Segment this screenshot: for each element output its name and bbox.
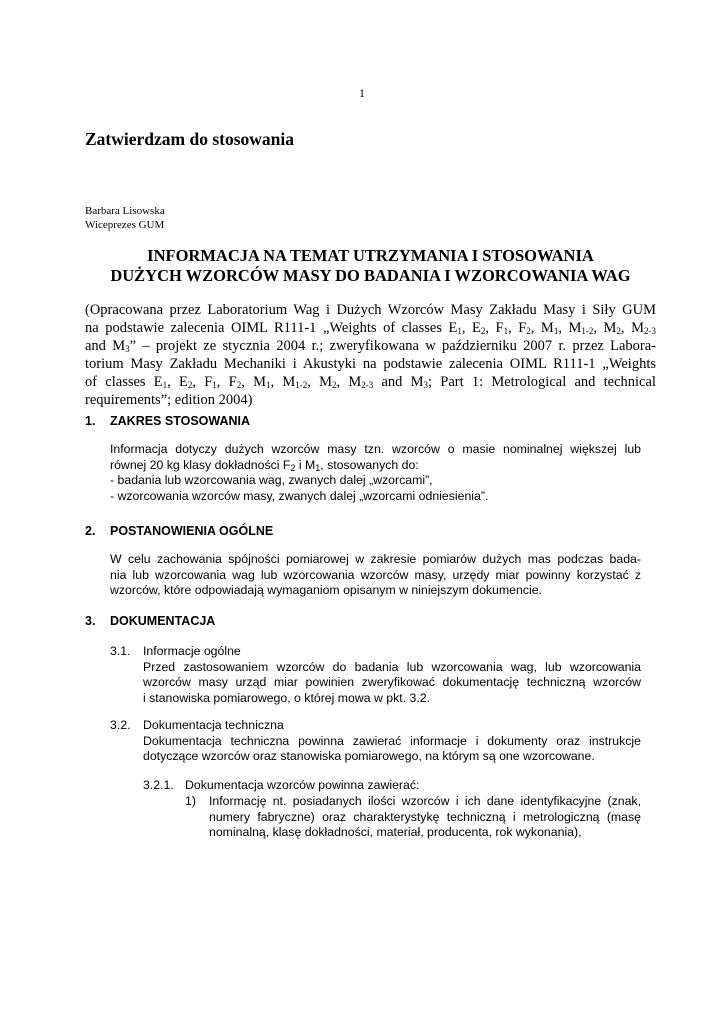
- preamble-line: na podstawie zalecenia OIML R111-1 „Weights of classes $E_1$, $E_2$, $F_1$, $F_2$, $M_1$, $M_{1-2}$, $M_2$, $M_{2-3}$: [85, 320, 656, 336]
- subsection-number: 3.2.1.: [143, 778, 174, 792]
- subsection-3-1: [143, 644, 641, 706]
- section-1-heading: [85, 414, 250, 428]
- paragraph-line: W celu zachowania spójności pomiarowej w zakresie pomiarów dużych mas podczas bada-: [110, 552, 641, 566]
- subsection-number: 3.1.: [110, 644, 131, 658]
- subsection-title: Dokumentacja techniczna: [143, 718, 284, 732]
- page-number: 1: [359, 86, 365, 100]
- paragraph-line: Dokumentacja techniczna powinna zawierać informacje i dokumenty oraz instrukcje: [143, 733, 641, 748]
- paragraph-line: nia lub wzorcowania wag lub wzorcowania wzorców masy, urzędy miar powinny korzystać z: [110, 567, 641, 582]
- subsection-3-2-1-title: Dokumentacja wzorców powinna zawierać:: [185, 778, 420, 792]
- approval-heading: Zatwierdzam do stosowania: [85, 129, 295, 149]
- section-2-body: [110, 552, 641, 599]
- list-item: - badania lub wzorcowania wag, zwanych dalej „wzorcami”,: [110, 473, 433, 488]
- paragraph-line: dotyczące wzorców oraz stanowiska pomiarowego, na którym są one wzorcowane.: [143, 749, 595, 764]
- section-title: ZAKRES STOSOWANIA: [110, 414, 251, 428]
- subsection-3-2: [143, 718, 641, 765]
- section-number: 1.: [85, 414, 96, 428]
- paragraph-line: równej 20 kg klasy dokładności $F_2$ i $M_1$, stosowanych do:: [110, 457, 419, 473]
- preamble-line: torium Masy Zakładu Mechaniki i Akustyki na podstawie zalecenia OIML R111-1 „Weights: [85, 356, 656, 372]
- paragraph-line: Informacja dotyczy dużych wzorców masy tzn. wzorców o masie nominalnej większej lub: [110, 442, 641, 456]
- preamble-line: requirements”; edition 2004): [85, 392, 253, 408]
- paragraph-line: wzorców masy urząd miar powinien zweryfikować dokumentację techniczną wzorców: [143, 675, 641, 690]
- paragraph-line: wzorców, które odpowiadają wymaganiom opisanym w niniejszym dokumencie.: [110, 583, 542, 598]
- section-number: 2.: [85, 524, 96, 538]
- preamble-line: of classes $E_1$, $E_2$, $F_1$, $F_2$, $M_1$, $M_{1-2}$, $M_2$, $M_{2-3}$ and $M_3$; Part 1: Metrological and technical: [85, 374, 656, 390]
- subsection-title: Informacje ogólne: [143, 644, 241, 658]
- list-item-number: 1): [185, 794, 196, 808]
- document-title-line-1: INFORMACJA NA TEMAT UTRZYMANIA I STOSOWANIA: [147, 246, 594, 265]
- paragraph-line: Informację nt. posiadanych ilości wzorców i ich dane identyfikacyjne (znak,: [209, 794, 641, 808]
- subsection-number: 3.2.: [110, 718, 131, 732]
- signer-block: [85, 204, 165, 232]
- signer-name: Barbara Lisowska: [85, 205, 165, 217]
- paragraph-line: Przed zastosowaniem wzorców do badania lub wzorcowania wag, lub wzorcowania: [143, 659, 641, 674]
- signer-role: Wiceprezes GUM: [85, 219, 165, 231]
- section-2-heading: [85, 524, 273, 538]
- preamble-line: (Opracowana przez Laboratorium Wag i Dużych Wzorców Masy Zakładu Masy i Siły GUM: [85, 302, 656, 318]
- paragraph-line: numery fabryczne) oraz charakterystykę techniczną i metrologiczną (masę: [209, 809, 641, 824]
- subsection-3-2-1-item: [209, 794, 641, 841]
- paragraph-line: nominalną, klasę dokładności, materiał, producenta, rok wykonania),: [209, 825, 582, 840]
- document-title-line-2: DUŻYCH WZORCÓW MASY DO BADANIA I WZORCOWANIA WAG: [110, 266, 631, 285]
- list-item: - wzorcowania wzorców masy, zwanych dalej „wzorcami odniesienia”.: [110, 488, 489, 503]
- section-1-body: [110, 442, 641, 504]
- section-number: 3.: [85, 614, 96, 628]
- document-title: [85, 246, 656, 286]
- section-title: DOKUMENTACJA: [110, 614, 216, 628]
- preamble-line: and $M_3$” – projekt ze stycznia 2004 r.; zweryfikowana w październiku 2007 r. przez Labora-: [85, 338, 656, 354]
- section-title: POSTANOWIENIA OGÓLNE: [110, 524, 274, 538]
- paragraph-line: i stanowiska pomiarowego, o której mowa w pkt. 3.2.: [143, 690, 431, 705]
- preamble: [85, 301, 656, 409]
- section-3-heading: [85, 614, 215, 628]
